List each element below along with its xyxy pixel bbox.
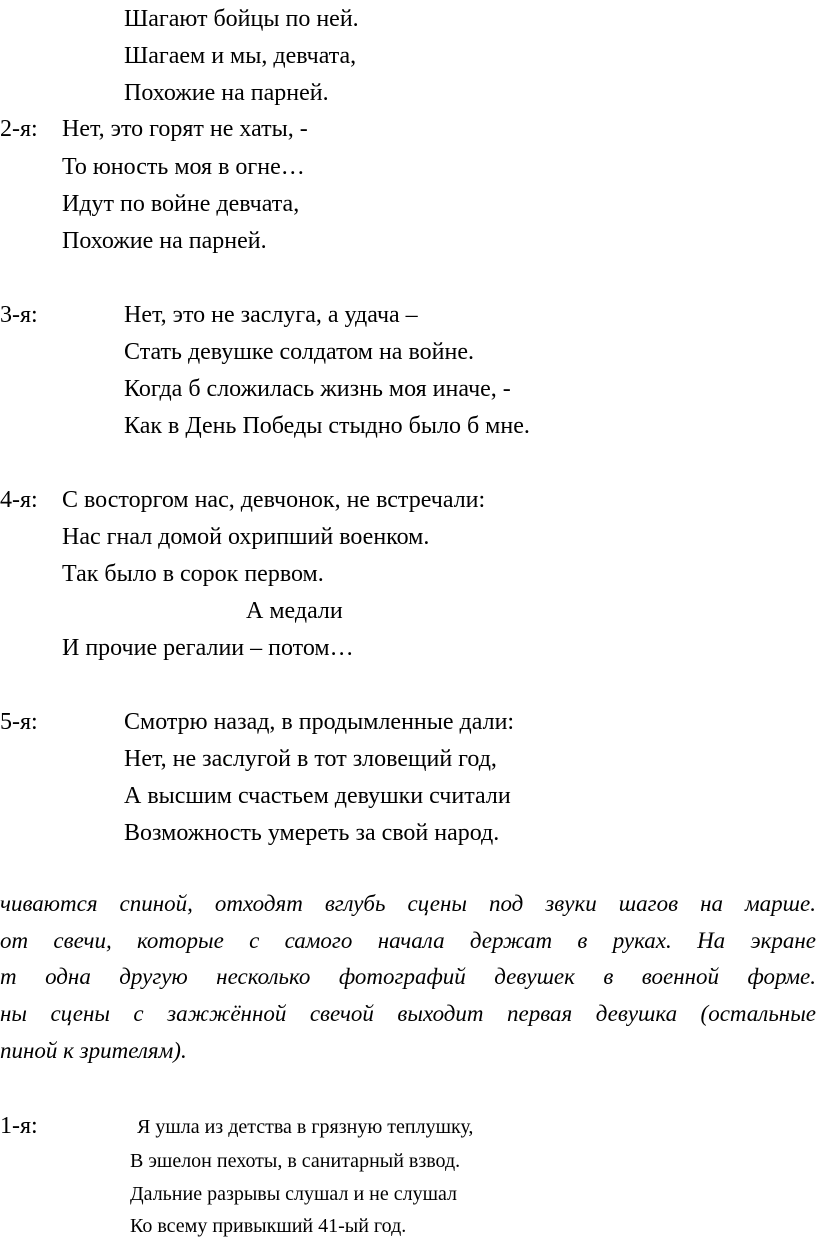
verse-line: Нас гнал домой охрипший военком. — [62, 524, 430, 550]
verse-line: Шагаем и мы, девчата, — [124, 43, 357, 69]
verse-line: А медали — [246, 598, 343, 624]
verse-line: Стать девушке солдатом на войне. — [124, 339, 474, 365]
speaker-label: 4-я: — [0, 487, 38, 513]
verse-line: А высшим счастьем девушки считали — [124, 783, 511, 809]
verse-line: Похожие на парней. — [124, 80, 329, 106]
verse-line: В эшелон пехоты, в санитарный взвод. — [130, 1150, 461, 1172]
verse-line: С восторгом нас, девчонок, не встречали: — [62, 487, 486, 513]
verse-line: Шагают бойцы по ней. — [124, 6, 359, 32]
verse-line: Когда б сложилась жизнь моя иначе, - — [124, 376, 511, 402]
verse-line: Возможность умереть за свой народ. — [124, 820, 500, 846]
stage-direction: ны сцены с зажжённой свечой выходит первая девушка (остальные — [0, 1001, 816, 1026]
stage-direction: чиваются спиной, отходят вглубь сцены под звуки шагов на марше. — [0, 891, 816, 916]
verse-line: Дальние разрывы слушал и не слушал — [130, 1183, 458, 1205]
verse-line: То юность моя в огне… — [62, 154, 305, 180]
verse-line: Идут по войне девчата, — [62, 191, 300, 217]
speaker-label: 2-я: — [0, 116, 38, 142]
stage-direction: пиной к зрителям). — [0, 1038, 187, 1063]
verse-line: Как в День Победы стыдно было б мне. — [124, 413, 530, 439]
stage-direction: т одна другую несколько фотографий девушек в военной форме. — [0, 964, 816, 989]
speaker-label: 1-я: — [0, 1113, 38, 1139]
verse-line: И прочие регалии – потом… — [62, 635, 354, 661]
verse-line: Похожие на парней. — [62, 228, 267, 254]
verse-line: Ко всему привыкший 41-ый год. — [130, 1215, 407, 1237]
verse-line: Смотрю назад, в продымленные дали: — [124, 709, 515, 735]
speaker-label: 5-я: — [0, 709, 38, 735]
verse-line: Нет, не заслугой в тот зловещий год, — [124, 746, 497, 772]
verse-line: Нет, это не заслуга, а удача – — [124, 302, 418, 328]
verse-line: Я ушла из детства в грязную теплушку, — [137, 1116, 474, 1138]
verse-line: Так было в сорок первом. — [62, 561, 324, 587]
verse-line: Нет, это горят не хаты, - — [62, 116, 308, 142]
speaker-label: 3-я: — [0, 302, 38, 328]
stage-direction: от свечи, которые с самого начала держат в руках. На экране — [0, 928, 816, 953]
